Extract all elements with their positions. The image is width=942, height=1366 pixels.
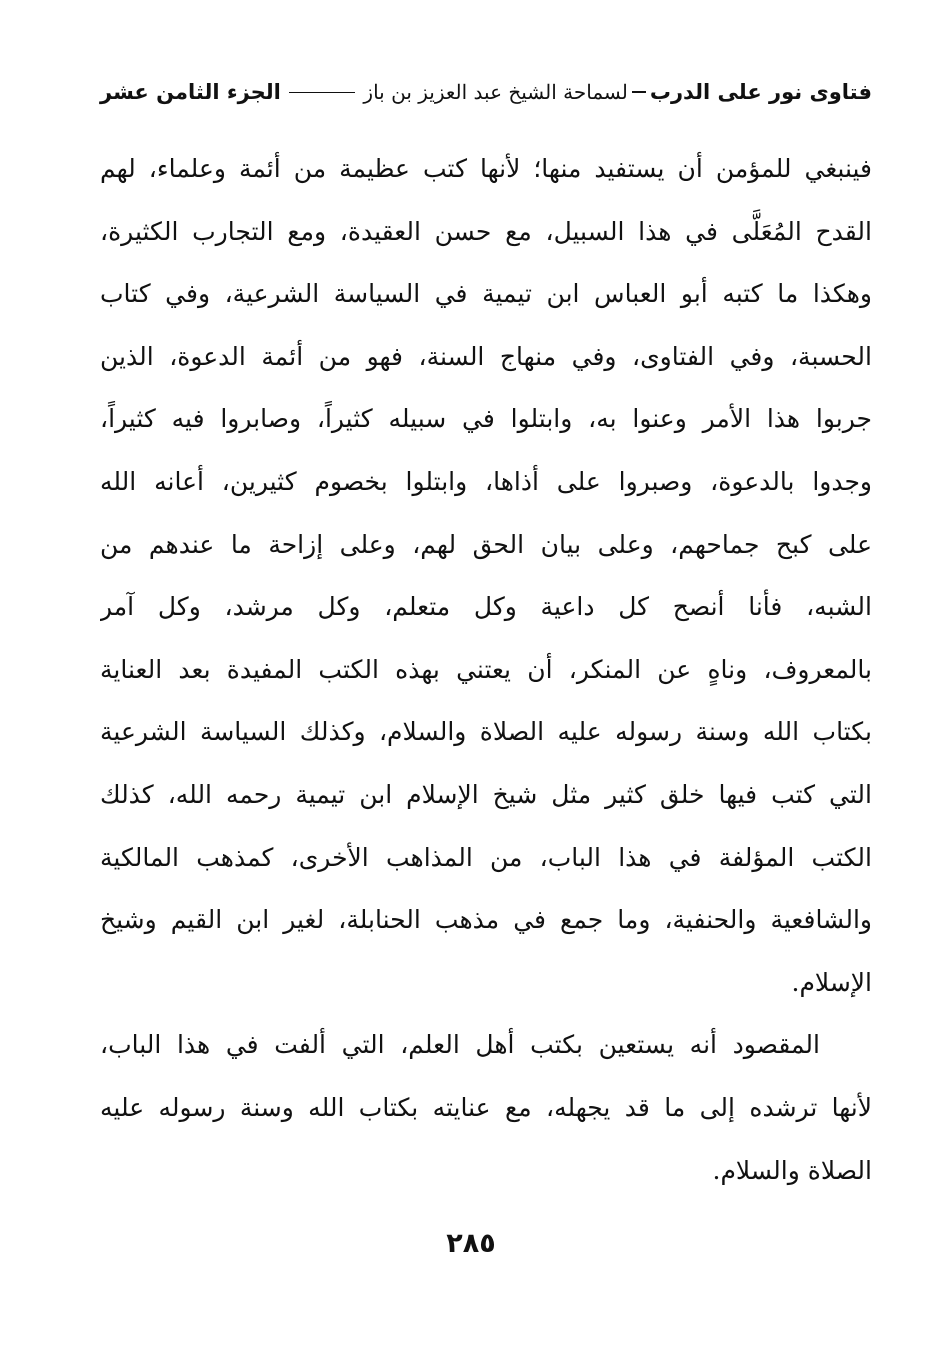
text-line: على كبح جماحهم، وعلى بيان الحق لهم، وعلى إزاحة ما عندهم من <box>100 529 872 559</box>
text-line: وجدوا بالدعوة، وصبروا على أذاها، وابتلوا بخصوم كثيرين، أعانه الله <box>100 466 872 496</box>
text-line: التي كتب فيها خلق كثير مثل شيخ الإسلام ابن تيمية رحمه الله، كذلك <box>100 779 872 809</box>
text-line: فينبغي للمؤمن أن يستفيد منها؛ لأنها كتب عظيمة من أئمة وعلماء، لهم <box>100 154 872 183</box>
text-line: بالمعروف، وناهٍ عن المنكر، أن يعتني بهذه الكتب المفيدة بعد العناية <box>100 654 872 684</box>
page-number: ٢٨٥ <box>446 1228 496 1259</box>
text-line: وهكذا ما كتبه أبو العباس ابن تيمية في السياسة الشرعية، وفي كتاب <box>100 279 872 309</box>
text-line: والشافعية والحنفية، وما جمع في مذهب الحنابلة، لغير ابن القيم وشيخ <box>100 905 872 935</box>
volume-part: الجزء الثامن عشر <box>100 80 281 104</box>
text-line: الصلاة والسلام. <box>712 1155 872 1185</box>
text-line: الإسلام. <box>791 967 872 997</box>
page-header <box>100 72 872 112</box>
text-line: الحسبة، وفي الفتاوى، وفي منهاج السنة، فهو من أئمة الدعوة، الذين <box>100 341 872 371</box>
header-dash <box>632 91 646 93</box>
header-rule <box>289 92 356 93</box>
text-line: الشبه، فأنا أنصح كل داعية وكل متعلم، وكل مرشد، وكل آمر <box>100 592 872 622</box>
text-line: الكتب المؤلفة في هذا الباب، من المذاهب الأخرى، كمذهب المالكية <box>100 842 872 872</box>
author-name: لسماحة الشيخ عبد العزيز بن باز <box>363 80 628 104</box>
text-line: القدح المُعَلَّى في هذا السبيل، مع حسن العقيدة، ومع التجارب الكثيرة، <box>100 216 872 246</box>
text-line: جربوا هذا الأمر وعنوا به، وابتلوا في سبيله كثيراً، وصابروا فيه كثيراً، <box>100 404 872 434</box>
text-line: بكتاب الله وسنة رسوله عليه الصلاة والسلام، وكذلك السياسة الشرعية <box>100 717 872 747</box>
text-line: لأنها ترشده إلى ما قد يجهله، مع عنايته بكتاب الله وسنة رسوله عليه <box>100 1092 872 1122</box>
text-line: المقصود أنه يستعين بكتب أهل العلم، التي ألفت في هذا الباب، <box>100 1030 820 1060</box>
book-title: فتاوى نور على الدرب <box>649 80 872 104</box>
body-text <box>100 138 872 1202</box>
header-left-group <box>363 80 872 104</box>
